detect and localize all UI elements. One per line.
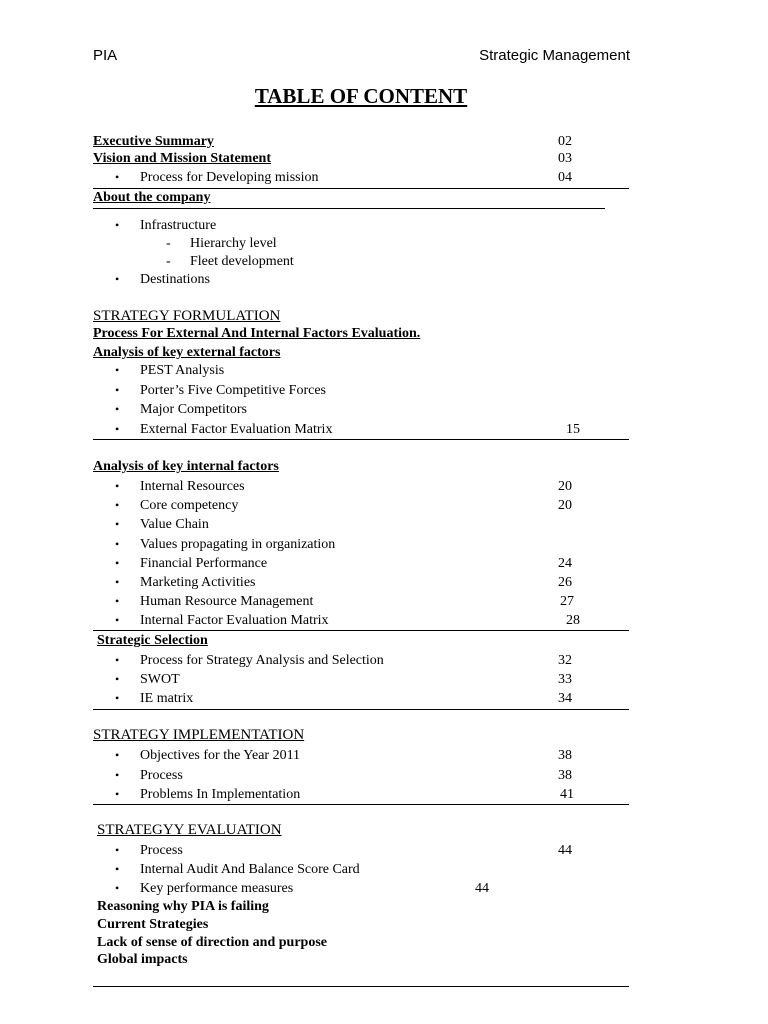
toc-page-ife-matrix: 28 (566, 613, 580, 628)
bullet (115, 478, 119, 495)
toc-heading-strategy-formulation: STRATEGY FORMULATION (93, 308, 281, 324)
toc-subitem-fleet-development: Fleet development (190, 254, 294, 269)
bullet (115, 880, 119, 897)
bullet (115, 671, 119, 688)
toc-heading-executive-summary: Executive Summary (93, 134, 214, 149)
bullet (115, 786, 119, 803)
toc-item-internal-resources: Internal Resources (140, 479, 245, 494)
toc-heading-strategy-evaluation: STRATEGYY EVALUATION (97, 822, 282, 838)
toc-item-porters-five-forces: Porter’s Five Competitive Forces (140, 383, 326, 398)
toc-heading-internal-factors: Analysis of key internal factors (93, 459, 279, 474)
toc-page-process-evaluation: 44 (558, 843, 572, 858)
section-rule (93, 439, 629, 440)
dash-marker (166, 253, 171, 270)
toc-item-key-performance-measures: Key performance measures (140, 881, 294, 896)
toc-heading-lack-of-direction: Lack of sense of direction and purpose (97, 935, 327, 950)
toc-item-process-developing-mission: Process for Developing mission (140, 170, 319, 185)
toc-item-process-implementation: Process (140, 768, 183, 783)
toc-page-marketing-activities: 26 (558, 575, 572, 590)
toc-page-process-implementation: 38 (558, 768, 572, 783)
toc-item-destinations: Destinations (140, 272, 210, 287)
toc-item-objectives-2011: Objectives for the Year 2011 (140, 748, 301, 763)
dash-marker (166, 235, 171, 252)
toc-item-internal-audit-bsc: Internal Audit And Balance Score Card (140, 862, 360, 877)
bullet (115, 401, 119, 418)
toc-page-process-developing-mission: 04 (558, 170, 572, 185)
toc-item-strategy-analysis-selection: Process for Strategy Analysis and Selection (140, 653, 384, 668)
toc-page-objectives-2011: 38 (558, 748, 572, 763)
bullet (115, 555, 119, 572)
toc-subitem-hierarchy-level: Hierarchy level (190, 236, 277, 251)
bullet (115, 690, 119, 707)
toc-heading-external-factors: Analysis of key external factors (93, 345, 281, 360)
bullet (115, 747, 119, 764)
bullet (115, 271, 119, 288)
header-left: PIA (93, 47, 118, 64)
section-rule (93, 709, 629, 710)
toc-item-problems-implementation: Problems In Implementation (140, 787, 301, 802)
bullet (115, 536, 119, 553)
bullet (115, 842, 119, 859)
toc-heading-strategic-selection: Strategic Selection (97, 633, 208, 648)
toc-item-values-propagating: Values propagating in organization (140, 537, 336, 552)
bullet (115, 516, 119, 533)
section-rule (93, 804, 629, 805)
toc-item-value-chain: Value Chain (140, 517, 209, 532)
bullet (115, 421, 119, 438)
section-rule (93, 630, 629, 631)
toc-item-hrm: Human Resource Management (140, 594, 314, 609)
toc-page-executive-summary: 02 (558, 134, 572, 149)
toc-heading-vision-mission: Vision and Mission Statement (93, 151, 272, 166)
toc-page-strategy-analysis-selection: 32 (558, 653, 572, 668)
toc-item-process-evaluation: Process (140, 843, 183, 858)
toc-item-infrastructure: Infrastructure (140, 218, 217, 233)
toc-heading-strategy-implementation: STRATEGY IMPLEMENTATION (93, 727, 305, 743)
section-rule (93, 208, 605, 209)
toc-heading-about-company: About the company (93, 190, 211, 205)
section-rule (93, 986, 629, 987)
toc-item-major-competitors: Major Competitors (140, 402, 247, 417)
bullet (115, 362, 119, 379)
bullet (115, 217, 119, 234)
toc-item-ife-matrix: Internal Factor Evaluation Matrix (140, 613, 329, 628)
bullet (115, 861, 119, 878)
toc-page-vision-mission: 03 (558, 151, 572, 166)
toc-heading-reasoning-failing: Reasoning why PIA is failing (97, 899, 269, 914)
toc-page-ie-matrix: 34 (558, 691, 572, 706)
toc-page-core-competency: 20 (558, 498, 572, 513)
toc-page-hrm: 27 (560, 594, 574, 609)
toc-item-swot: SWOT (140, 672, 180, 687)
toc-page-internal-resources: 20 (558, 479, 572, 494)
toc-page-key-performance-measures: 44 (475, 881, 489, 896)
toc-page-problems-implementation: 41 (560, 787, 574, 802)
toc-heading-current-strategies: Current Strategies (97, 917, 209, 932)
header-right: Strategic Management (479, 47, 630, 64)
bullet (115, 497, 119, 514)
bullet (115, 593, 119, 610)
bullet (115, 612, 119, 629)
bullet (115, 767, 119, 784)
bullet (115, 652, 119, 669)
toc-page-financial-performance: 24 (558, 556, 572, 571)
toc-item-ie-matrix: IE matrix (140, 691, 194, 706)
toc-item-pest-analysis: PEST Analysis (140, 363, 225, 378)
toc-item-efe-matrix: External Factor Evaluation Matrix (140, 422, 333, 437)
toc-page-swot: 33 (558, 672, 572, 687)
bullet (115, 169, 119, 186)
bullet (115, 382, 119, 399)
toc-item-marketing-activities: Marketing Activities (140, 575, 256, 590)
page-title: TABLE OF CONTENT (254, 84, 468, 108)
toc-heading-global-impacts: Global impacts (97, 952, 188, 967)
toc-item-core-competency: Core competency (140, 498, 239, 513)
toc-page-efe-matrix: 15 (566, 422, 580, 437)
toc-item-financial-performance: Financial Performance (140, 556, 268, 571)
bullet (115, 574, 119, 591)
toc-heading-factors-evaluation: Process For External And Internal Factors Evaluation. (93, 326, 421, 341)
